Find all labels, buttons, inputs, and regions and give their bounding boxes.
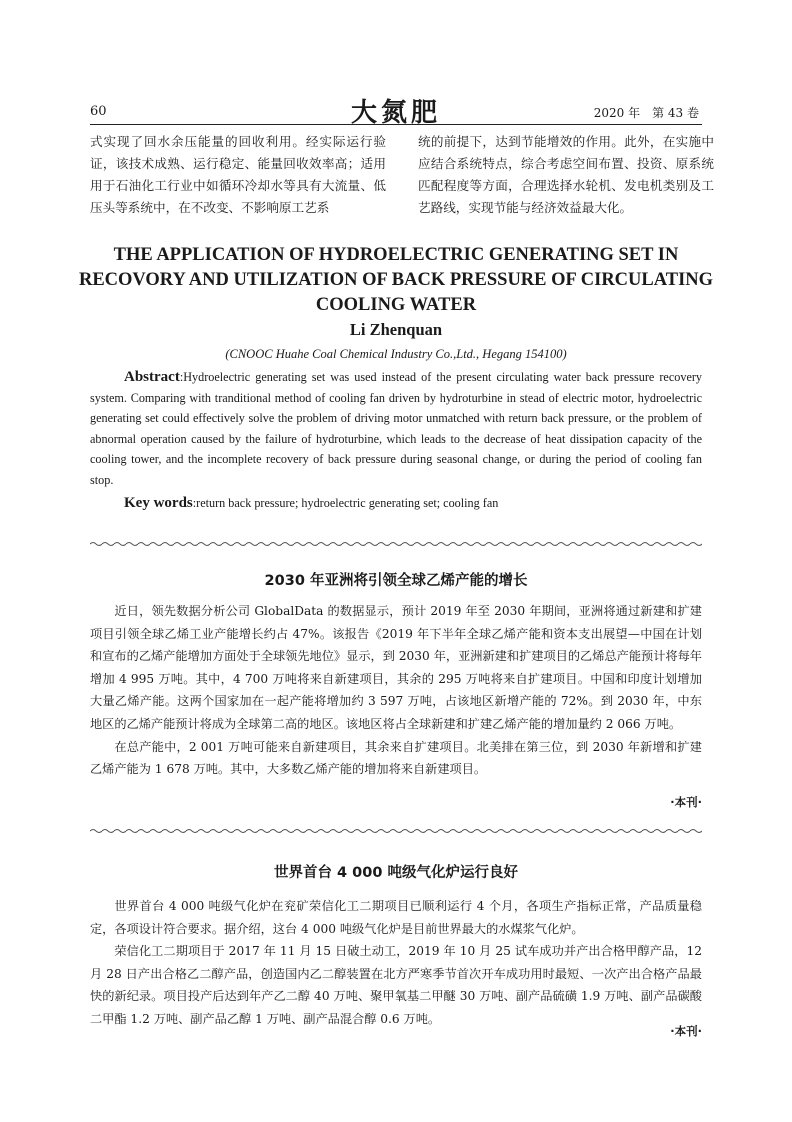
news2-paragraph: 荣信化工二期项目于 2017 年 11 月 15 日破土动工，2019 年 10 月 25 试车成功并产出合格甲醇产品，12 月 28 日产出合格乙二醇产品，创造国内乙二醇装置在北方严寒季节首次开车成功用时最短、一次产出合格产品最快的新纪录。项目投产后达到年产乙二醇 40 万吨、聚甲氧基二甲醚 30 万吨、副产品硫磺 1.9 万吨、副产品碳酸二甲酯 1.2 万吨、副产品乙醇 1 万吨、副产品混合醇 0.6 万吨。 <box>90 944 702 1026</box>
news1-title: 2030 年亚洲将引领全球乙烯产能的增长 <box>264 573 528 589</box>
english-author: Li Zhenquan <box>349 320 443 339</box>
news2-source: ·本刊· <box>670 1024 702 1038</box>
journal-volume: 2020 年 第 43 卷 <box>593 106 699 120</box>
news2-paragraph: 世界首台 4 000 吨级气化炉在兖矿荣信化工二期项目已顺利运行 4 个月，各项生产指标正常，产品质量稳定，各项设计符合要求。据介绍，这台 4 000 吨级气化炉是目前世界最大的水煤浆气化炉。 <box>90 899 702 936</box>
prev-article-right-column <box>418 131 714 219</box>
keywords-label: Key words <box>124 495 193 511</box>
page-number: 60 <box>90 104 107 119</box>
english-keywords: Key words:return back pressure; hydroelectric generating set; cooling fan <box>124 495 499 511</box>
abstract-label: Abstract <box>124 369 180 385</box>
news1-paragraph: 在总产能中，2 001 万吨可能来自新建项目，其余来自扩建项目。北美排在第三位，到 2030 年新增和扩建乙烯产能为 1 678 万吨。其中，大多数乙烯产能的增加将来自新建项目。 <box>90 739 702 777</box>
news2-title: 世界首台 4 000 吨级气化炉运行良好 <box>274 865 518 881</box>
english-affiliation: (CNOOC Huahe Coal Chemical Industry Co.,Ltd., Hegang 154100) <box>225 347 567 361</box>
prev-article-left-column <box>90 131 386 219</box>
news1-paragraph: 近日，领先数据分析公司 GlobalData 的数据显示，预计 2019 年至 2030 年期间，亚洲将通过新建和扩建项目引领全球乙烯工业产能增长约占 47%。该报告《2019 年下半年全球乙烯产能和资本支出展望—中国在计划和宣布的乙烯产能增加方面处于全球领先地位》显示，到 2030 年，亚洲新建和扩建项目的乙烯总产能预计将每年增加 4 995 万吨。其中，4 700 万吨将来自新建项目，其余的 295 万吨将来自扩建项目。中国和印度计划增加大量乙烯产能。这两个国家加在一起产能将增加约 3 597 万吨，占该地区新增产能的 72%。到 2030 年，中东地区的乙烯产能预计将成为全球第二高的地区。该地区将占全球新建和扩建乙烯产能的增加量约 2 066 万吨。 <box>90 604 702 731</box>
abstract-text: Hydroelectric generating set was used instead of the present circulating water back pressure recovery system. Comparing with tranditional method of cooling fan driven by hydroturbine in stead of electric motor, hydroelectric generating set could effectively solve the problem of driving motor unmatched with return back pressure, or the problem of abnormal operation caused by the failure of hydroturbine, which leads to the decrease of heat dissipation capacity of the cooling tower, and the incomplete recovery of back pressure during seasonal change, or during the period of cooling fan stop. <box>90 370 702 487</box>
journal-logo: 大氮肥 <box>350 98 441 128</box>
news1-source: ·本刊· <box>670 795 702 809</box>
keywords-text: return back pressure; hydroelectric generating set; cooling fan <box>196 496 499 510</box>
news2-body <box>90 895 702 1031</box>
prev-article-right-text: 统的前提下，达到节能增效的作用。此外，在实施中应结合系统特点，综合考虑空间布置、投资、原系统匹配程度等方面，合理选择水轮机、发电机类别及工艺路线，实现节能与经济效益最大化。 <box>418 134 714 215</box>
wave-divider <box>90 828 702 834</box>
wave-divider <box>90 541 702 547</box>
news1-body <box>90 600 702 781</box>
english-title: THE APPLICATION OF HYDROELECTRIC GENERATING SET IN RECOVORY AND UTILIZATION OF BACK PRESSURE OF CIRCULATING COOLING WATER <box>78 245 714 315</box>
header-rule <box>90 124 702 125</box>
prev-article-left-text: 式实现了回水余压能量的回收利用。经实际运行验证，该技术成熟、运行稳定、能量回收效率高；适用用于石油化工行业中如循环冷却水等具有大流量、低压头等系统中，在不改变、不影响原工艺系 <box>90 134 386 215</box>
english-abstract: Abstract:Hydroelectric generating set was used instead of the present circulating water back pressure recovery system. Comparing with tranditional method of cooling fan driven by hydroturbine in stead of electric motor, hydroelectric generating set could effectively solve the problem of driving motor unmatched with return back pressure, or the problem of abnormal operation caused by the failure of hydroturbine, which leads to the decrease of heat dissipation capacity of the cooling tower, and the incomplete recovery of back pressure during seasonal change, or during the period of cooling fan stop. <box>90 369 702 487</box>
